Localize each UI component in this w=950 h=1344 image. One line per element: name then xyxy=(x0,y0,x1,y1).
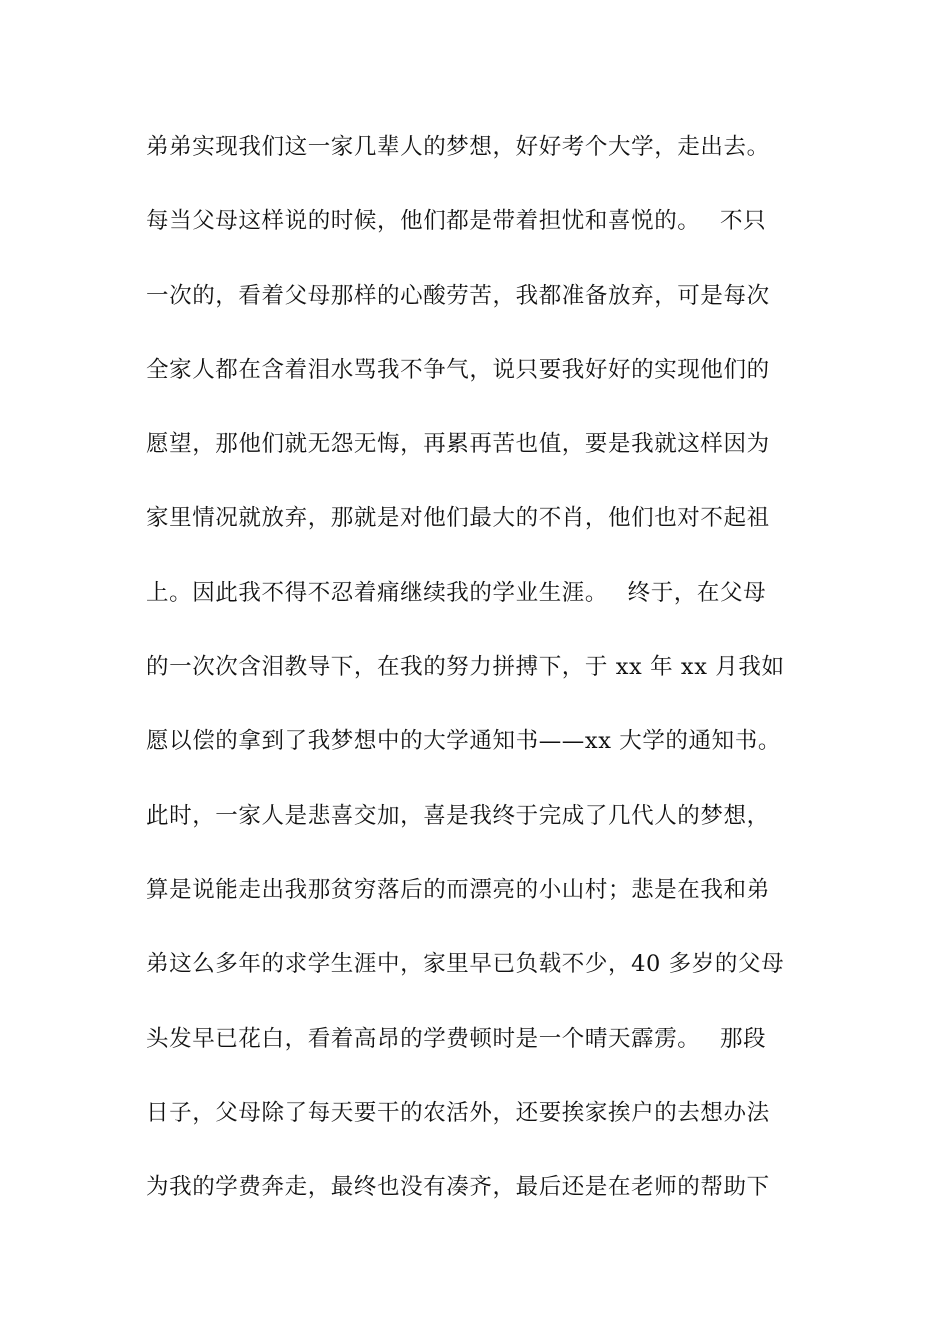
text-line: 一次的，看着父母那样的心酸劳苦，我都准备放弃，可是每次 xyxy=(146,282,770,309)
text-line: 此时，一家人是悲喜交加，喜是我终于完成了几代人的梦想， xyxy=(146,802,770,829)
text-line: 家里情况就放弃，那就是对他们最大的不肖，他们也对不起祖 xyxy=(146,505,770,532)
text-line: 头发早已花白，看着高昂的学费顿时是一个晴天霹雳。 那段 xyxy=(146,1025,767,1052)
text-line: 的一次次含泪教导下，在我的努力拼搏下，于 xx 年 xx 月我如 xyxy=(146,654,785,681)
text-line: 全家人都在含着泪水骂我不争气，说只要我好好的实现他们的 xyxy=(146,356,770,383)
text-line: 算是说能走出我那贫穷落后的而漂亮的小山村；悲是在我和弟 xyxy=(146,876,770,903)
text-line: 每当父母这样说的时候，他们都是带着担忧和喜悦的。 不只 xyxy=(146,208,767,235)
text-line: 日子，父母除了每天要干的农活外，还要挨家挨户的去想办法 xyxy=(146,1099,770,1126)
text-line: 愿以偿的拿到了我梦想中的大学通知书——xx 大学的通知书。 xyxy=(146,728,781,755)
text-line: 上。因此我不得不忍着痛继续我的学业生涯。 终于，在父母 xyxy=(146,579,767,606)
text-line: 弟这么多年的求学生涯中，家里早已负载不少，40 多岁的父母 xyxy=(146,951,785,978)
text-line: 愿望，那他们就无怨无悔，再累再苦也值，要是我就这样因为 xyxy=(146,431,770,458)
text-line: 弟弟实现我们这一家几辈人的梦想，好好考个大学，走出去。 xyxy=(146,134,770,160)
text-line: 为我的学费奔走，最终也没有凑齐，最后还是在老师的帮助下 xyxy=(146,1174,770,1201)
body-text xyxy=(146,127,811,1241)
